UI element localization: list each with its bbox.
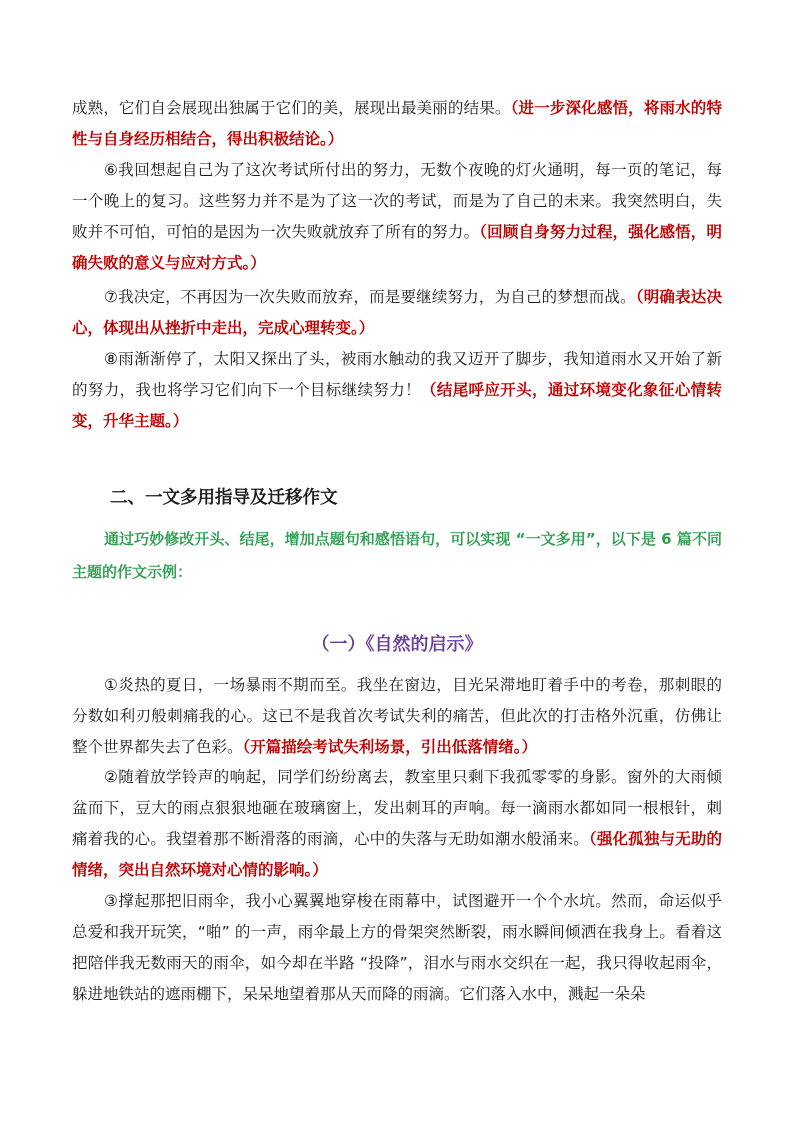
essay-paragraph-3	[72, 886, 722, 1010]
section-intro: 通过巧妙修改开头、结尾，增加点题句和感悟语句，可以实现 “一文多用”，以下是 6 篇不同主题的作文示例：	[72, 530, 722, 581]
paragraph-text: ①炎热的夏日，一场暴雨不期而至。我坐在窗边，目光呆滞地盯着手中的考卷，那刺眼的分数如利刃般刺痛我的心。这已不是我首次考试失利的痛苦，但此次的打击格外沉重，仿佛让整个世界都失去了色彩。	[72, 676, 722, 756]
paragraph-text: ⑥我回想起自己为了这次考试所付出的努力，无数个夜晚的灯火通明，每一页的笔记，每一个晚上的复习。这些努力并不是为了这一次的考试，而是为了自己的未来。我突然明白，失败并不可怕，可怕的是因为一次失败就放弃了所有的努力。	[72, 161, 722, 241]
paragraph-text: 成熟，它们自会展现出独属于它们的美，展现出最美丽的结果。	[72, 99, 511, 117]
annotation-note: （回顾自身努力过程，强化感悟，明确失败的意义与应对方式。）	[72, 223, 722, 272]
paragraph-5-end	[72, 93, 722, 155]
annotation-note: （强化孤独与无助的情绪，突出自然环境对心情的影响。）	[72, 830, 722, 879]
paragraph-text: ⑧雨渐渐停了，太阳又探出了头，被雨水触动的我又迈开了脚步，我知道雨水又开始了新的努力，我也将学习它们向下一个目标继续努力！	[72, 350, 722, 399]
section-heading: 二、一文多用指导及迁移作文	[110, 488, 338, 508]
essay-title: （一）《自然的启示》	[311, 634, 483, 655]
essay-paragraph-2	[72, 762, 722, 886]
paragraph-text: ③撑起那把旧雨伞，我小心翼翼地穿梭在雨幕中，试图避开一个个水坑。然而，命运似乎总爱和我开玩笑，“啪” 的一声，雨伞最上方的骨架突然断裂，雨水瞬间倾洒在我身上。看着这把陪伴我无数雨天的雨伞，如今却在半路 “投降”，泪水与雨水交织在一起，我只得收起雨伞，躲进地铁站的遮雨棚下，呆呆地望着那从天而降的雨滴。它们落入水中，溅起一朵朵	[72, 892, 722, 1003]
paragraph-text: ②随着放学铃声的响起，同学们纷纷离去，教室里只剩下我孤零零的身影。窗外的大雨倾盆而下，豆大的雨点狠狠地砸在玻璃窗上，发出刺耳的声响。每一滴雨水都如同一根根针，刺痛着我的心。我望着那不断滑落的雨滴，心中的失落与无助如潮水般涌来。	[72, 768, 722, 848]
essay-paragraph-1	[72, 670, 722, 763]
paragraph-8	[72, 344, 722, 437]
annotation-note: （进一步深化感悟，将雨水的特性与自身经历相结合，得出积极结论。）	[72, 99, 722, 148]
paragraph-6	[72, 155, 722, 279]
annotation-note: （明确表达决心，体现出从挫折中走出，完成心理转变。）	[72, 288, 722, 337]
annotation-note: （结尾呼应开头，通过环境变化象征心情转变，升华主题。）	[72, 381, 722, 430]
paragraph-text: ⑦我决定，不再因为一次失败而放弃，而是要继续努力，为自己的梦想而战。	[104, 288, 636, 306]
paragraph-7	[72, 282, 722, 344]
annotation-note: （开篇描绘考试失利场景，引出低落情绪。）	[242, 738, 538, 756]
